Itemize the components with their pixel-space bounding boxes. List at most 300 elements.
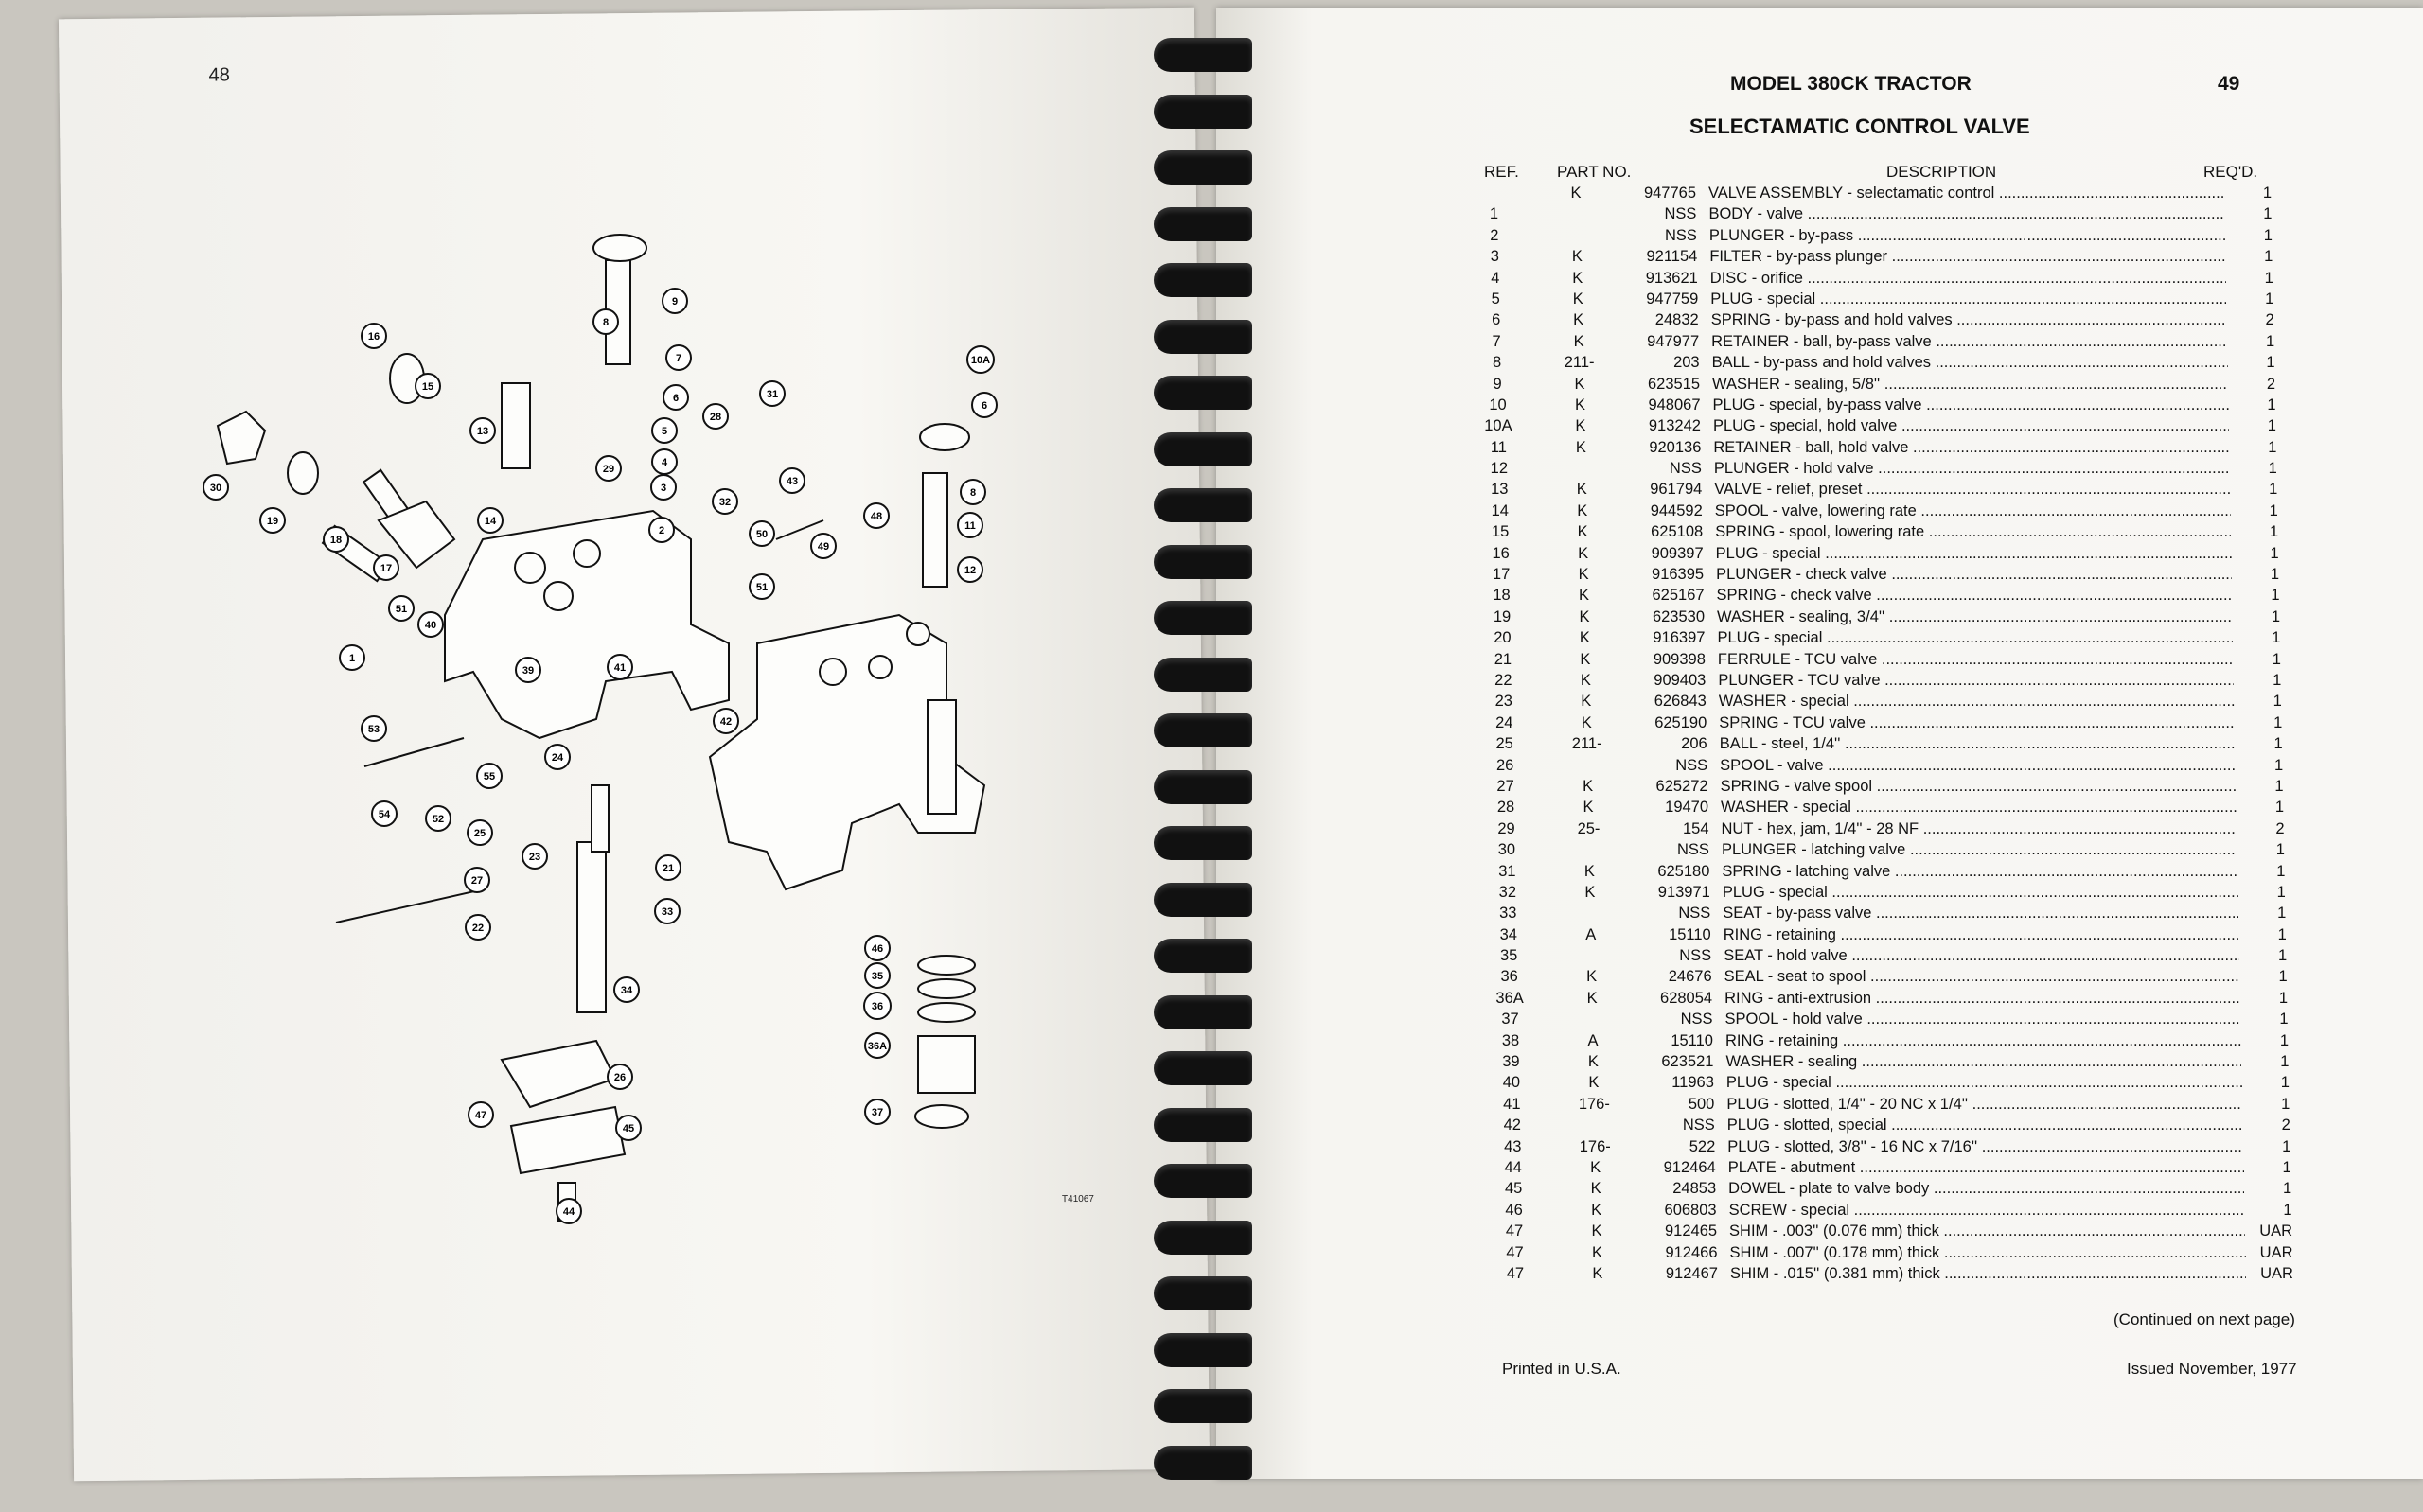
- quantity-cell: 1: [2279, 1031, 2289, 1049]
- ref-cell: 47: [1506, 1264, 1525, 1282]
- description-cell: RING - retaining .....: [1725, 1032, 2241, 1050]
- binding-coil: [1154, 1051, 1252, 1085]
- callout-label: 49: [817, 541, 830, 553]
- callout-label: 12: [964, 565, 977, 576]
- quantity-cell: 1: [2268, 438, 2277, 456]
- part-number-cell: 625167: [1652, 587, 1705, 605]
- parts-row: [1463, 479, 2281, 500]
- binding-coil: [1154, 432, 1252, 466]
- callout-label: 23: [528, 852, 541, 863]
- prefix-cell: K: [1572, 290, 1583, 308]
- parts-row: [1468, 712, 2281, 733]
- ref-cell: 40: [1502, 1074, 1521, 1092]
- col-header-reqd: REQ'D.: [2203, 163, 2258, 181]
- callout-label: 24: [551, 752, 564, 764]
- callout-label: 22: [471, 923, 485, 934]
- prefix-cell: K: [1579, 587, 1590, 605]
- part-number-cell: 623530: [1652, 607, 1705, 625]
- description-cell: WASHER - sealing, 3/4'' .....: [1717, 608, 2233, 626]
- ref-cell: 9: [1493, 375, 1502, 393]
- quantity-cell: 1: [2264, 269, 2273, 287]
- ref-cell: 34: [1499, 925, 1517, 943]
- prefix-cell: K: [1590, 1158, 1601, 1176]
- callout-label: 32: [718, 497, 732, 508]
- prefix-cell: K: [1586, 989, 1598, 1007]
- callout-label: 28: [709, 412, 722, 423]
- description-cell: SPRING - check valve .....: [1717, 587, 2233, 605]
- parts-row: [1474, 988, 2289, 1009]
- description-cell: PLUNGER - hold valve .....: [1714, 460, 2230, 478]
- callout-label: 5: [661, 426, 668, 437]
- description-cell: PLUNGER - latching valve .....: [1722, 841, 2237, 859]
- quantity-cell: 2: [2275, 819, 2285, 837]
- prefix-cell: K: [1571, 248, 1583, 266]
- quantity-cell: 1: [2282, 1180, 2292, 1198]
- parts-row: [1468, 691, 2281, 712]
- part-number-cell: NSS: [1664, 226, 1697, 244]
- ref-cell: 18: [1493, 587, 1511, 605]
- parts-row: [1469, 733, 2281, 754]
- part-number-cell: 24853: [1672, 1180, 1717, 1198]
- part-number-cell: 11963: [1671, 1074, 1714, 1092]
- description-cell: BODY - valve .....: [1708, 205, 2224, 223]
- parts-row: [1466, 585, 2281, 606]
- description-cell: PLUNGER - TCU valve .....: [1718, 672, 2234, 690]
- binding-coil: [1154, 150, 1252, 185]
- callout-label: 51: [755, 582, 769, 593]
- part-number-cell: 916397: [1653, 629, 1706, 647]
- ref-cell: 47: [1506, 1243, 1524, 1261]
- ref-cell: 24: [1495, 713, 1513, 731]
- callout-label: 39: [522, 665, 535, 677]
- callout-label: 17: [380, 563, 393, 574]
- description-cell: VALVE - relief, preset .....: [1714, 481, 2230, 499]
- binding-coil: [1154, 1164, 1252, 1198]
- part-number-cell: 912466: [1665, 1243, 1718, 1261]
- binding-coil: [1154, 883, 1252, 917]
- spiral-binding: [1148, 9, 1252, 1486]
- binding-coil: [1154, 95, 1252, 129]
- part-number-cell: 628054: [1660, 989, 1713, 1007]
- prefix-cell: K: [1581, 713, 1592, 731]
- ref-cell: 12: [1490, 460, 1509, 478]
- quantity-cell: 2: [2281, 1116, 2290, 1134]
- description-cell: PLUG - special .....: [1726, 1074, 2242, 1092]
- parts-row: [1477, 1115, 2290, 1135]
- parts-row: [1470, 776, 2284, 797]
- col-header-description: DESCRIPTION: [1886, 163, 1997, 181]
- issued-footer: Issued November, 1977: [2127, 1360, 2297, 1378]
- quantity-cell: 1: [2273, 671, 2282, 689]
- parts-row: [1461, 352, 2281, 373]
- description-cell: BALL - by-pass and hold valves .....: [1712, 354, 2228, 372]
- header-title: MODEL 380CK TRACTOR: [1730, 73, 1972, 95]
- ref-cell: 17: [1492, 566, 1511, 584]
- part-number-cell: 913971: [1657, 883, 1710, 901]
- binding-coil: [1154, 207, 1252, 241]
- quantity-cell: 1: [2265, 332, 2275, 350]
- ref-cell: 29: [1497, 819, 1515, 837]
- description-cell: PLATE - abutment .....: [1728, 1159, 2244, 1177]
- prefix-cell: K: [1579, 629, 1590, 647]
- callout-label: 2: [658, 525, 665, 536]
- parts-row: [1470, 797, 2285, 818]
- parts-row: [1464, 521, 2281, 542]
- quantity-cell: 1: [2278, 947, 2288, 965]
- quantity-cell: 1: [2266, 354, 2275, 372]
- description-cell: SEAT - hold valve .....: [1724, 947, 2239, 965]
- quantity-cell: 1: [2280, 1053, 2290, 1071]
- description-cell: PLUNGER - by-pass .....: [1709, 227, 2225, 245]
- part-number-cell: 203: [1673, 354, 1700, 372]
- prefix-cell: K: [1583, 862, 1595, 880]
- ref-cell: 3: [1490, 248, 1499, 266]
- part-number-cell: NSS: [1679, 947, 1712, 965]
- ref-cell: 25: [1495, 735, 1513, 753]
- description-cell: SHIM - .015'' (0.381 mm) thick .....: [1730, 1265, 2246, 1283]
- description-cell: PLUG - special .....: [1723, 884, 2238, 902]
- callout-label: 42: [719, 716, 733, 728]
- parts-row: [1465, 564, 2281, 585]
- prefix-cell: K: [1583, 777, 1594, 795]
- continued-note: (Continued on next page): [2113, 1310, 2295, 1328]
- parts-row: [1459, 246, 2281, 267]
- callout-label: 9: [671, 296, 679, 308]
- quantity-cell: 1: [2267, 396, 2276, 413]
- prefix-cell: K: [1573, 332, 1584, 350]
- parts-row: [1475, 1030, 2289, 1051]
- callout-label: 36: [871, 1001, 884, 1012]
- quantity-cell: 1: [2280, 1074, 2290, 1092]
- callout-label: 6: [672, 393, 680, 404]
- binding-coil: [1154, 658, 1252, 692]
- binding-coil: [1154, 1221, 1252, 1255]
- quantity-cell: 1: [2275, 841, 2285, 859]
- callout-label: 8: [602, 317, 610, 328]
- part-number-cell: 909403: [1654, 671, 1707, 689]
- ref-cell: 37: [1501, 1011, 1519, 1029]
- callout-label: 55: [483, 771, 496, 782]
- binding-coil: [1154, 1108, 1252, 1142]
- callout-label: 13: [476, 426, 489, 437]
- quantity-cell: 1: [2282, 1158, 2291, 1176]
- quantity-cell: 2: [2266, 375, 2276, 393]
- quantity-cell: 2: [2265, 311, 2274, 329]
- parts-row: [1462, 415, 2281, 436]
- part-number-cell: 961794: [1650, 481, 1703, 499]
- part-number-cell: 913242: [1648, 417, 1701, 435]
- prefix-cell: K: [1578, 566, 1589, 584]
- part-number-cell: NSS: [1677, 841, 1709, 859]
- prefix-cell: K: [1591, 1243, 1602, 1261]
- quantity-cell: UAR: [2259, 1222, 2293, 1240]
- part-number-cell: 24676: [1668, 968, 1712, 986]
- callout-label: 53: [367, 724, 380, 735]
- callout-label: 26: [613, 1072, 627, 1083]
- left-page-number: 48: [208, 64, 230, 86]
- callout-label: 47: [474, 1110, 487, 1121]
- quantity-cell: 1: [2281, 1095, 2290, 1113]
- quantity-cell: 1: [2273, 735, 2283, 753]
- prefix-cell: K: [1591, 1201, 1602, 1219]
- parts-row: [1469, 755, 2284, 776]
- section-title: SELECTAMATIC CONTROL VALVE: [1689, 114, 2030, 138]
- part-number-cell: 947765: [1643, 185, 1696, 202]
- parts-row: [1477, 1136, 2291, 1157]
- part-number-cell: 606803: [1664, 1201, 1717, 1219]
- parts-row: [1462, 437, 2281, 458]
- part-number-cell: 909398: [1653, 650, 1706, 668]
- col-header-ref: REF.: [1484, 163, 1519, 181]
- binding-coil: [1154, 939, 1252, 973]
- ref-cell: 44: [1504, 1158, 1522, 1176]
- prefix-cell: K: [1579, 607, 1590, 625]
- ref-cell: 4: [1491, 269, 1500, 287]
- callout-label: 30: [209, 483, 222, 494]
- callout-label: 10A: [970, 355, 991, 366]
- binding-coil: [1154, 488, 1252, 522]
- parts-row: [1476, 1094, 2290, 1115]
- callout-label: 4: [661, 457, 668, 468]
- parts-row: [1466, 607, 2281, 627]
- description-cell: NUT - hex, jam, 1/4'' - 28 NF .....: [1722, 820, 2237, 838]
- description-cell: PLUG - slotted, special .....: [1727, 1116, 2243, 1134]
- part-number-cell: 912464: [1663, 1158, 1716, 1176]
- parts-row: [1458, 203, 2281, 224]
- ref-cell: 30: [1497, 841, 1516, 859]
- quantity-cell: 1: [2267, 417, 2276, 435]
- parts-row: [1463, 458, 2281, 479]
- description-cell: PLUG - special .....: [1710, 290, 2226, 308]
- quantity-cell: 1: [2283, 1201, 2292, 1219]
- description-cell: SPRING - by-pass and hold valves .....: [1711, 311, 2227, 329]
- part-number-cell: 522: [1689, 1137, 1716, 1155]
- ref-cell: 2: [1490, 226, 1499, 244]
- description-cell: WASHER - special .....: [1721, 799, 2237, 817]
- callout-label: 35: [871, 971, 884, 982]
- parts-row: [1459, 268, 2281, 289]
- callout-label: 44: [562, 1206, 575, 1218]
- quantity-cell: 1: [2270, 544, 2279, 562]
- ref-cell: 10: [1489, 396, 1507, 413]
- parts-row: [1462, 395, 2282, 415]
- prefix-cell: K: [1576, 481, 1587, 499]
- description-cell: PLUG - slotted, 1/4'' - 20 NC x 1/4'' .....: [1726, 1096, 2242, 1114]
- part-number-cell: NSS: [1664, 205, 1697, 223]
- ref-cell: 19: [1493, 607, 1512, 625]
- part-number-cell: NSS: [1682, 1116, 1715, 1134]
- quantity-cell: 1: [2271, 607, 2280, 625]
- prefix-cell: K: [1570, 185, 1582, 202]
- prefix-cell: K: [1573, 311, 1584, 329]
- quantity-cell: UAR: [2259, 1243, 2293, 1261]
- callout-label: 3: [660, 483, 667, 494]
- part-number-cell: 913621: [1645, 269, 1698, 287]
- prefix-cell: K: [1580, 650, 1591, 668]
- callout-label: 7: [675, 353, 682, 364]
- callout-label: 40: [424, 620, 437, 631]
- parts-row: [1471, 839, 2285, 860]
- binding-coil: [1154, 826, 1252, 860]
- ref-cell: 6: [1492, 311, 1501, 329]
- prefix-cell: 176-: [1579, 1137, 1611, 1155]
- right-page-number: 49: [2218, 73, 2240, 95]
- description-cell: SPRING - latching valve .....: [1722, 863, 2237, 881]
- parts-row: [1479, 1242, 2293, 1263]
- part-number-cell: 623515: [1647, 375, 1701, 393]
- callout-label: 29: [602, 464, 615, 475]
- parts-row: [1477, 1178, 2292, 1199]
- ref-cell: 14: [1491, 501, 1509, 519]
- binding-coil: [1154, 1446, 1252, 1480]
- callout-label: 11: [964, 520, 976, 532]
- quantity-cell: 1: [2273, 756, 2284, 774]
- part-number-cell: 912467: [1665, 1264, 1718, 1282]
- ref-cell: 5: [1491, 290, 1500, 308]
- quantity-cell: 1: [2268, 460, 2277, 478]
- callout-label: 33: [661, 906, 674, 918]
- callout-label: 48: [870, 511, 883, 522]
- callout-label: 18: [329, 535, 343, 546]
- ref-cell: 20: [1494, 629, 1512, 647]
- parts-row: [1467, 649, 2281, 670]
- description-cell: SEAT - by-pass valve .....: [1723, 905, 2238, 923]
- prefix-cell: K: [1583, 799, 1594, 817]
- quantity-cell: 1: [2263, 205, 2273, 223]
- ref-cell: 42: [1503, 1116, 1521, 1134]
- ref-cell: 39: [1502, 1053, 1520, 1071]
- part-number-cell: 912465: [1664, 1222, 1718, 1240]
- ref-cell: 7: [1492, 332, 1501, 350]
- prefix-cell: K: [1592, 1264, 1603, 1282]
- quantity-cell: 1: [2270, 566, 2280, 584]
- ref-cell: 36A: [1495, 989, 1524, 1007]
- prefix-cell: K: [1586, 968, 1598, 986]
- ref-cell: 35: [1500, 947, 1518, 965]
- description-cell: WASHER - sealing, 5/8'' .....: [1712, 376, 2228, 394]
- description-cell: SHIM - .007'' (0.178 mm) thick .....: [1730, 1244, 2246, 1262]
- description-cell: VALVE ASSEMBLY - selectamatic control .....: [1708, 185, 2224, 202]
- quantity-cell: 1: [2269, 501, 2278, 519]
- parts-row: [1478, 1221, 2293, 1241]
- parts-row: [1477, 1157, 2291, 1178]
- part-number-cell: 500: [1688, 1095, 1715, 1113]
- description-cell: SPOOL - hold valve .....: [1725, 1011, 2241, 1029]
- quantity-cell: 1: [2282, 1137, 2291, 1155]
- prefix-cell: K: [1574, 375, 1585, 393]
- ref-cell: 13: [1491, 481, 1509, 499]
- part-number-cell: 909397: [1651, 544, 1704, 562]
- prefix-cell: K: [1587, 1053, 1599, 1071]
- callout-label: 6: [981, 400, 988, 412]
- quantity-cell: UAR: [2260, 1264, 2293, 1282]
- parts-row: [1458, 183, 2281, 203]
- parts-row: [1472, 903, 2287, 923]
- quantity-cell: 1: [2274, 777, 2284, 795]
- binding-coil: [1154, 320, 1252, 354]
- quantity-cell: 1: [2262, 185, 2272, 202]
- callout-label: 27: [470, 875, 484, 887]
- callout-label: 52: [432, 814, 445, 825]
- description-cell: SEAL - seat to spool .....: [1724, 968, 2240, 986]
- prefix-cell: K: [1575, 417, 1586, 435]
- quantity-cell: 1: [2265, 290, 2274, 308]
- parts-row: [1472, 882, 2286, 903]
- quantity-cell: 1: [2273, 693, 2282, 711]
- part-number-cell: 625108: [1651, 523, 1704, 541]
- description-cell: RING - retaining .....: [1724, 926, 2239, 944]
- parts-row: [1471, 818, 2285, 839]
- description-cell: SPOOL - valve, lowering rate .....: [1715, 502, 2231, 520]
- part-number-cell: NSS: [1675, 756, 1708, 774]
- ref-cell: 28: [1496, 799, 1515, 817]
- callout-label: 46: [871, 943, 884, 955]
- prefix-cell: K: [1577, 501, 1588, 519]
- ref-cell: 33: [1499, 905, 1517, 923]
- prefix-cell: K: [1581, 693, 1592, 711]
- quantity-cell: 1: [2271, 587, 2280, 605]
- binding-coil: [1154, 601, 1252, 635]
- binding-coil: [1154, 263, 1252, 297]
- quantity-cell: 1: [2278, 989, 2289, 1007]
- parts-row: [1475, 1009, 2289, 1029]
- prefix-cell: K: [1591, 1222, 1602, 1240]
- callout-label: 15: [421, 381, 434, 393]
- ref-cell: 10A: [1484, 417, 1512, 435]
- callout-label: 50: [755, 529, 769, 540]
- ref-cell: 11: [1490, 438, 1507, 456]
- binding-coil: [1154, 995, 1252, 1029]
- prefix-cell: 25-: [1577, 819, 1601, 837]
- ref-cell: 45: [1504, 1180, 1523, 1198]
- binding-coil: [1154, 545, 1252, 579]
- part-number-cell: 921154: [1646, 248, 1698, 266]
- callout-label: 43: [786, 476, 799, 487]
- binding-coil: [1154, 1276, 1252, 1310]
- quantity-cell: 1: [2269, 481, 2278, 499]
- callout-label: 54: [378, 809, 391, 820]
- quantity-cell: 1: [2270, 523, 2279, 541]
- ref-cell: 43: [1504, 1137, 1522, 1155]
- description-cell: BALL - steel, 1/4'' .....: [1720, 735, 2236, 753]
- parts-row: [1465, 543, 2281, 564]
- quantity-cell: 1: [2272, 629, 2281, 647]
- parts-row: [1471, 861, 2286, 882]
- parts-row: [1473, 924, 2287, 945]
- quantity-cell: 1: [2273, 713, 2283, 731]
- parts-row: [1464, 501, 2281, 521]
- parts-row: [1475, 1051, 2290, 1072]
- ref-cell: 32: [1498, 883, 1517, 901]
- description-cell: RETAINER - ball, by-pass valve .....: [1711, 333, 2227, 351]
- description-cell: DOWEL - plate to valve body .....: [1728, 1180, 2244, 1198]
- prefix-cell: K: [1575, 438, 1586, 456]
- parts-row: [1476, 1072, 2290, 1093]
- description-cell: PLUG - special .....: [1717, 629, 2233, 647]
- part-number-cell: 625180: [1657, 862, 1710, 880]
- description-cell: FERRULE - TCU valve .....: [1718, 651, 2234, 669]
- printed-footer: Printed in U.S.A.: [1502, 1360, 1621, 1378]
- quantity-cell: 1: [2276, 883, 2286, 901]
- description-cell: PLUNGER - check valve .....: [1716, 566, 2232, 584]
- callout-label: 1: [348, 653, 356, 664]
- prefix-cell: K: [1577, 523, 1588, 541]
- ref-cell: 8: [1493, 354, 1502, 372]
- quantity-cell: 1: [2264, 248, 2273, 266]
- callout-label: 41: [613, 662, 627, 674]
- prefix-cell: A: [1585, 925, 1597, 943]
- parts-row: [1473, 945, 2288, 966]
